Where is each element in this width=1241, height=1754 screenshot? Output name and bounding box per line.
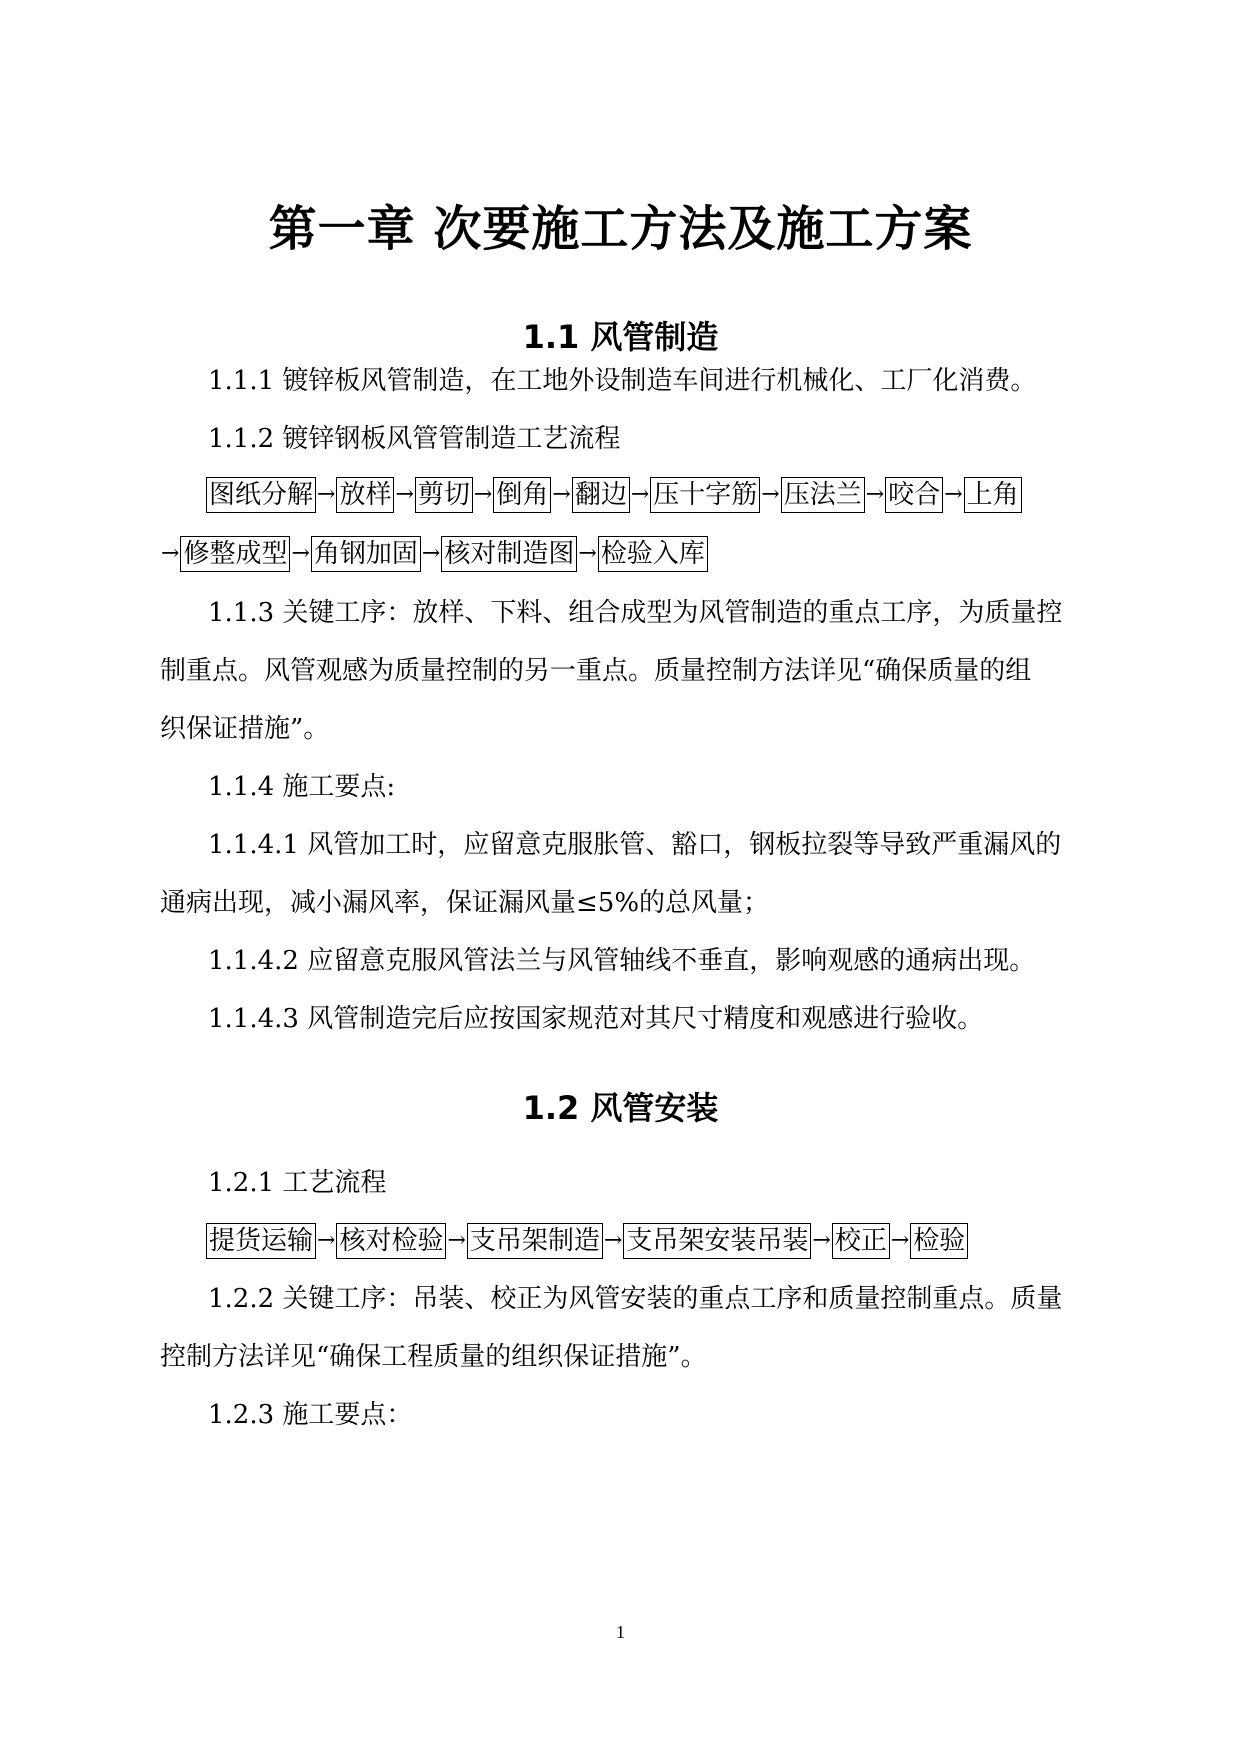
paragraph-1-1-3-line-1: 1.1.3 关键工序：放样、下料、组合成型为风管制造的重点工序，为质量控 [208, 598, 1063, 628]
flow-step: 修整成型 [180, 536, 290, 572]
paragraph-1-1-3-line-2: 制重点。风管观感为质量控制的另一重点。质量控制方法详见“确保质量的组 [160, 656, 1032, 686]
flow-step: 压十字筋 [650, 477, 760, 513]
flow-step: 图纸分解 [206, 477, 316, 513]
paragraph-1-2-2-line-2: 控制方法详见“确保工程质量的组织保证措施”。 [160, 1342, 707, 1372]
flow-step: 检验入库 [598, 536, 708, 572]
flow-step: 核对制造图 [441, 536, 577, 572]
paragraph-1-1-4-1-line-1: 1.1.4.1 风管加工时，应留意克服胀管、豁口，钢板拉裂等导致严重漏风的 [208, 830, 1062, 860]
flow-step: 上角 [964, 477, 1022, 513]
arrow-right-icon: → [395, 482, 414, 507]
arrow-right-icon: → [317, 482, 336, 507]
arrow-right-icon: → [161, 541, 180, 566]
paragraph-1-2-1: 1.2.1 工艺流程 [208, 1168, 387, 1198]
paragraph-1-2-3: 1.2.3 施工要点： [208, 1400, 413, 1430]
arrow-right-icon: → [761, 482, 780, 507]
flow-step: 核对检验 [336, 1223, 446, 1259]
flow-step: 放样 [336, 477, 394, 513]
process-flow-row-2 [160, 536, 708, 572]
flow-step: 支吊架安装吊装 [623, 1223, 811, 1259]
arrow-right-icon: → [944, 482, 963, 507]
flow-step: 提货运输 [206, 1223, 316, 1259]
paragraph-1-1-1: 1.1.1 镀锌板风管制造，在工地外设制造车间进行机械化、工厂化消费。 [208, 366, 1037, 396]
paragraph-1-1-4-2: 1.1.4.2 应留意克服风管法兰与风管轴线不垂直，影响观感的通病出现。 [208, 946, 1036, 976]
flow-step: 校正 [832, 1223, 890, 1259]
arrow-right-icon: → [552, 482, 571, 507]
arrow-right-icon: → [421, 541, 441, 566]
chapter-title: 第一章 次要施工方法及施工方案 [268, 201, 973, 257]
process-flow-install [206, 1223, 968, 1259]
flow-step: 角钢加固 [311, 536, 421, 572]
section-title-1-2: 1.2 风管安装 [522, 1089, 719, 1127]
paragraph-1-1-3-line-3: 织保证措施”。 [160, 714, 330, 744]
paragraph-1-1-4-3: 1.1.4.3 风管制造完后应按国家规范对其尺寸精度和观感进行验收。 [208, 1004, 984, 1034]
process-flow-row-1 [206, 477, 1022, 513]
flow-step: 检验 [910, 1223, 968, 1259]
page-number: 1 [616, 1622, 625, 1642]
arrow-right-icon: → [291, 541, 310, 566]
flow-step: 剪切 [415, 477, 473, 513]
paragraph-1-1-4-1-line-2: 通病出现，减小漏风率，保证漏风量≤5%的总风量； [160, 888, 770, 918]
paragraph-1-2-2-line-1: 1.2.2 关键工序：吊装、校正为风管安装的重点工序和质量控制重点。质量 [208, 1284, 1063, 1314]
arrow-right-icon: → [865, 482, 885, 507]
arrow-right-icon: → [578, 541, 597, 566]
arrow-right-icon: → [630, 482, 650, 507]
flow-step: 咬合 [885, 477, 943, 513]
arrow-right-icon: → [812, 1228, 831, 1253]
flow-step: 翻边 [572, 477, 630, 513]
paragraph-1-1-4: 1.1.4 施工要点: [208, 772, 396, 802]
arrow-right-icon: → [317, 1228, 336, 1253]
arrow-right-icon: → [447, 1228, 466, 1253]
section-title-1-1: 1.1 风管制造 [522, 318, 719, 356]
arrow-right-icon: → [890, 1228, 910, 1253]
flow-step: 支吊架制造 [467, 1223, 603, 1259]
arrow-right-icon: → [473, 482, 493, 507]
flow-step: 压法兰 [781, 477, 865, 513]
flow-step: 倒角 [493, 477, 551, 513]
arrow-right-icon: → [603, 1228, 623, 1253]
paragraph-1-1-2: 1.1.2 镀锌钢板风管管制造工艺流程 [208, 424, 621, 454]
